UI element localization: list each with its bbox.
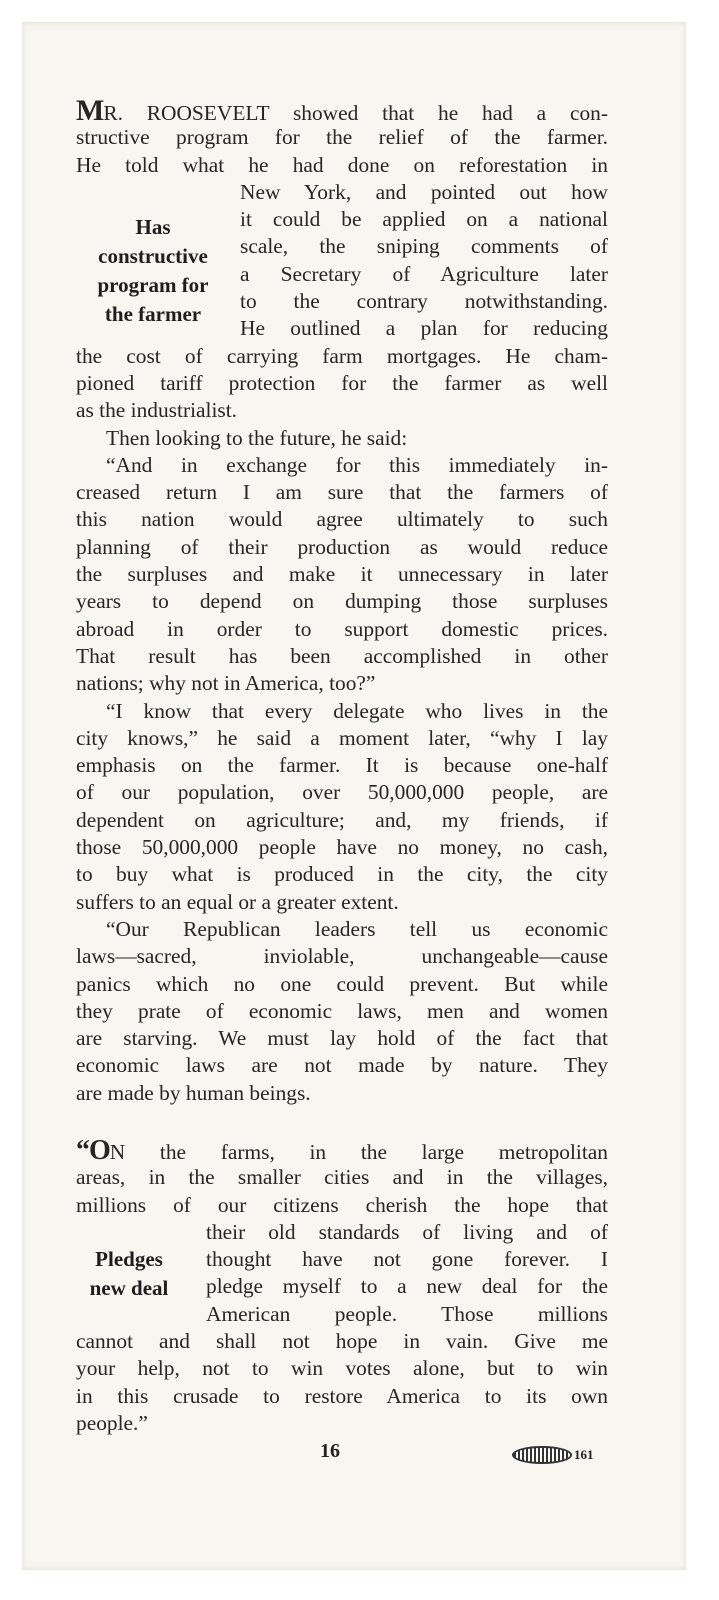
- text-line: panics which no one could prevent. But while: [76, 971, 608, 996]
- text-line: laws—sacred, inviolable, unchangeable—cause: [76, 944, 608, 969]
- text-line: That result has been accomplished in other: [76, 643, 608, 668]
- text-line: as the industrialist.: [76, 398, 238, 423]
- text-line: creased return I am sure that the farmers of: [76, 480, 608, 505]
- text-line: in this crusade to restore America to its own: [76, 1383, 608, 1408]
- text-line: emphasis on the farmer. It is because one-half: [76, 753, 608, 778]
- text-line: American people. Those millions: [206, 1301, 608, 1326]
- text-line: thought have not gone forever. I: [206, 1247, 608, 1272]
- text-line: abroad in order to support domestic prices.: [76, 616, 608, 641]
- union-label: [512, 1446, 594, 1464]
- text-line: city knows,” he said a moment later, “why I lay: [76, 725, 608, 750]
- text-line: pioned tariff protection for the farmer as well: [76, 370, 608, 395]
- union-bug-icon: [512, 1446, 572, 1464]
- text-line: years to depend on dumping those surpluses: [76, 589, 608, 614]
- text-line: those 50,000,000 people have no money, no cash,: [76, 835, 608, 860]
- text-line: planning of their production as would reduce: [76, 534, 608, 559]
- text-line: New York, and pointed out how: [240, 179, 608, 204]
- text-line: areas, in the smaller cities and in the villages,: [76, 1165, 608, 1190]
- text-line: “Our Republican leaders tell us economic: [106, 916, 608, 941]
- text-line: are made by human beings.: [76, 1080, 311, 1105]
- text-line: millions of our citizens cherish the hope that: [76, 1192, 608, 1217]
- text-line: He outlined a plan for reducing: [240, 316, 608, 341]
- text-line: “I know that every delegate who lives in the: [106, 698, 608, 723]
- text-line: “ON the farms, in the large metropolitan: [76, 1135, 608, 1166]
- sidenote-new-deal: Pledges new deal: [89, 1247, 169, 1300]
- text-line: “And in exchange for this immediately in-: [106, 452, 608, 477]
- text-line: it could be applied on a national: [240, 207, 608, 232]
- page-number: 16: [320, 1440, 340, 1462]
- text-line: this nation would agree ultimately to such: [76, 507, 608, 532]
- text-line: a Secretary of Agriculture later: [240, 261, 608, 286]
- text-line: they prate of economic laws, men and women: [76, 998, 608, 1023]
- text-line: pledge myself to a new deal for the: [206, 1274, 608, 1299]
- text-line: the surpluses and make it unnecessary in later: [76, 562, 608, 587]
- text-line: He told what he had done on reforestation in: [76, 152, 608, 177]
- text-line: MR. ROOSEVELT showed that he had a con-: [76, 94, 608, 127]
- text-line: your help, not to win votes alone, but to win: [76, 1356, 608, 1381]
- drop-cap: “O: [76, 1135, 110, 1166]
- text-line: the cost of carrying farm mortgages. He cham-: [76, 343, 608, 368]
- text-line: suffers to an equal or a greater extent.: [76, 889, 399, 914]
- text-line: their old standards of living and of: [206, 1219, 608, 1244]
- text-line: Then looking to the future, he said:: [106, 425, 408, 450]
- text-line: people.”: [76, 1410, 148, 1435]
- text-line: of our population, over 50,000,000 people, are: [76, 780, 608, 805]
- text-line: to buy what is produced in the city, the city: [76, 862, 608, 887]
- text-line: structive program for the relief of the farmer.: [76, 125, 608, 150]
- drop-cap: M: [76, 94, 104, 127]
- text-line: scale, the sniping comments of: [240, 234, 608, 259]
- text-line: nations; why not in America, too?”: [76, 671, 376, 696]
- text-line: cannot and shall not hope in vain. Give me: [76, 1329, 608, 1354]
- union-label-number: 161: [574, 1447, 594, 1462]
- text-line: are starving. We must lay hold of the fact that: [76, 1026, 608, 1051]
- text-line: dependent on agriculture; and, my friends, if: [76, 807, 608, 832]
- sidenote-farm-program: Has constructive program for the farmer: [97, 215, 209, 326]
- text-line: to the contrary notwithstanding.: [240, 289, 608, 314]
- text-line: economic laws are not made by nature. They: [76, 1053, 608, 1078]
